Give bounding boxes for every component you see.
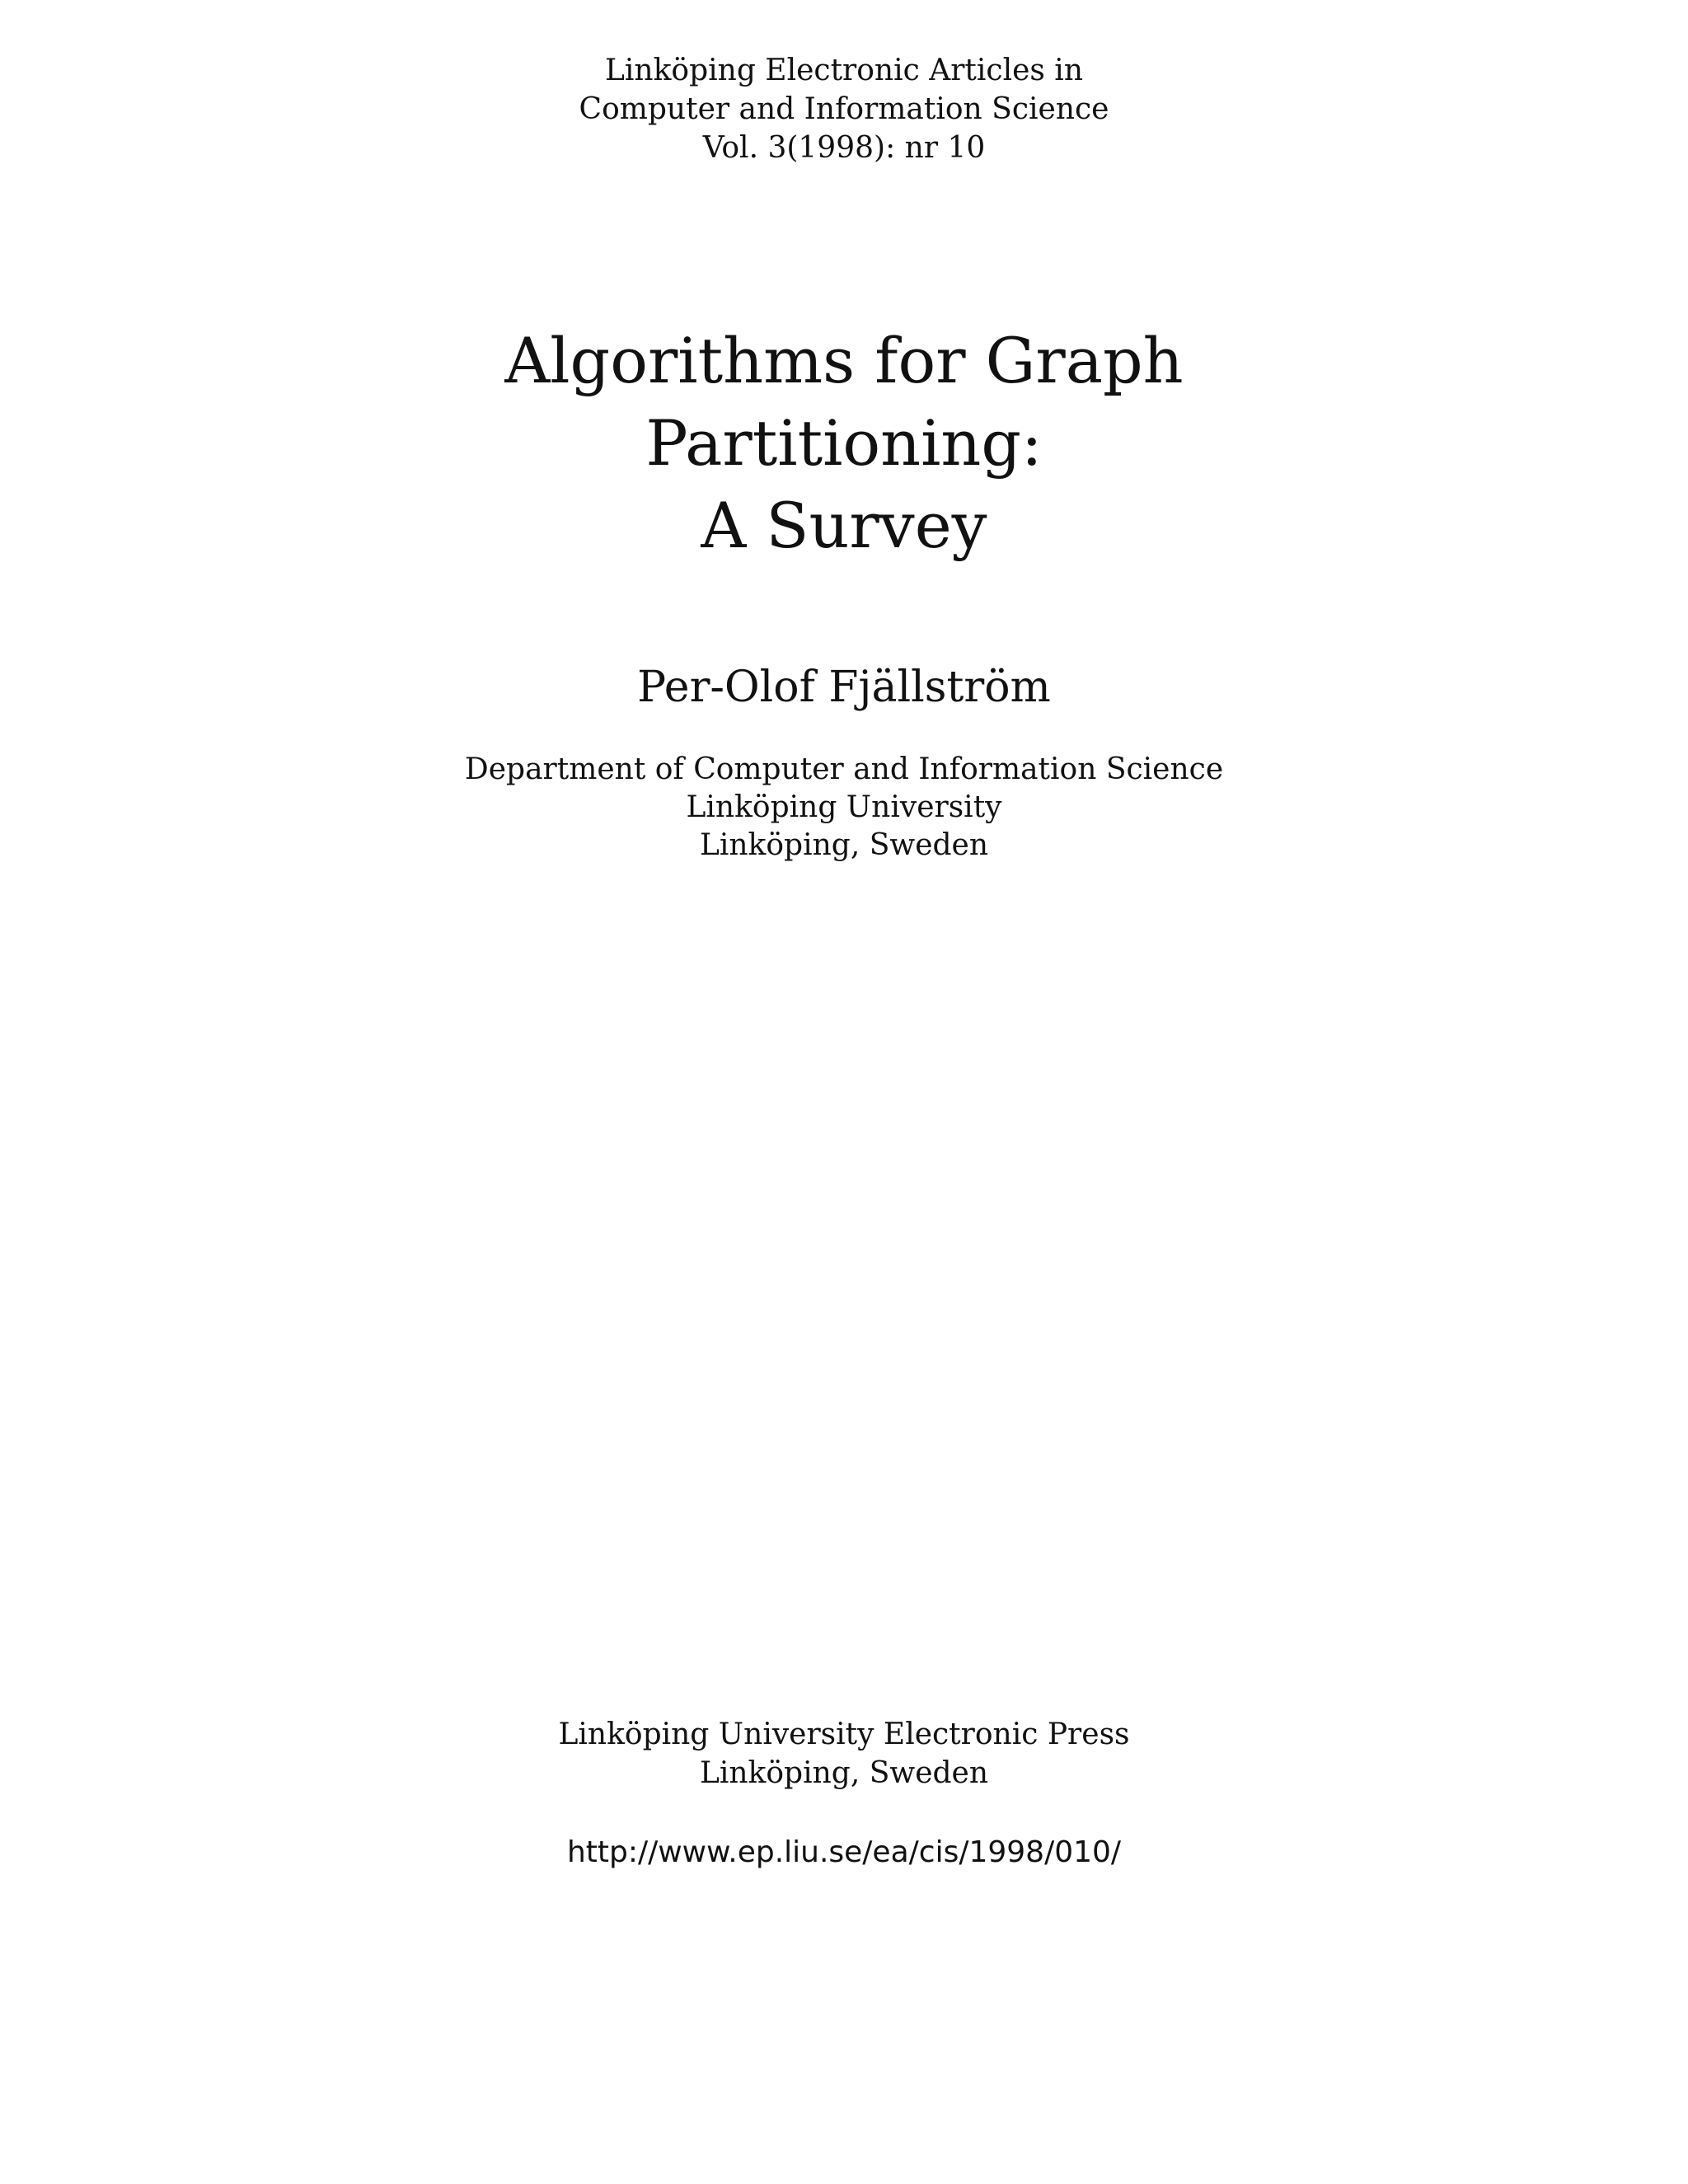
journal-volume-line: Vol. 3(1998): nr 10	[702, 131, 986, 165]
journal-series-line: Linköping Electronic Articles in	[604, 54, 1084, 87]
affiliation-location: Linköping, Sweden	[699, 828, 989, 862]
title-line-3: A Survey	[701, 489, 987, 562]
author-affiliation	[0, 751, 1688, 865]
title-line-1: Algorithms for Graph	[504, 324, 1184, 397]
paper-url-link[interactable]: http://www.ep.liu.se/ea/cis/1998/010/	[566, 1835, 1122, 1869]
affiliation-department: Department of Computer and Information Science	[464, 752, 1224, 786]
paper-title	[0, 320, 1688, 567]
publisher	[0, 1715, 1688, 1793]
publisher-name: Linköping University Electronic Press	[558, 1718, 1130, 1751]
title-line-2: Partitioning:	[645, 406, 1043, 480]
publisher-location: Linköping, Sweden	[699, 1756, 989, 1790]
journal-field-line: Computer and Information Science	[579, 92, 1109, 126]
affiliation-university: Linköping University	[686, 790, 1002, 824]
author-name: Per-Olof Fjällström	[637, 663, 1051, 712]
journal-header	[0, 51, 1688, 167]
